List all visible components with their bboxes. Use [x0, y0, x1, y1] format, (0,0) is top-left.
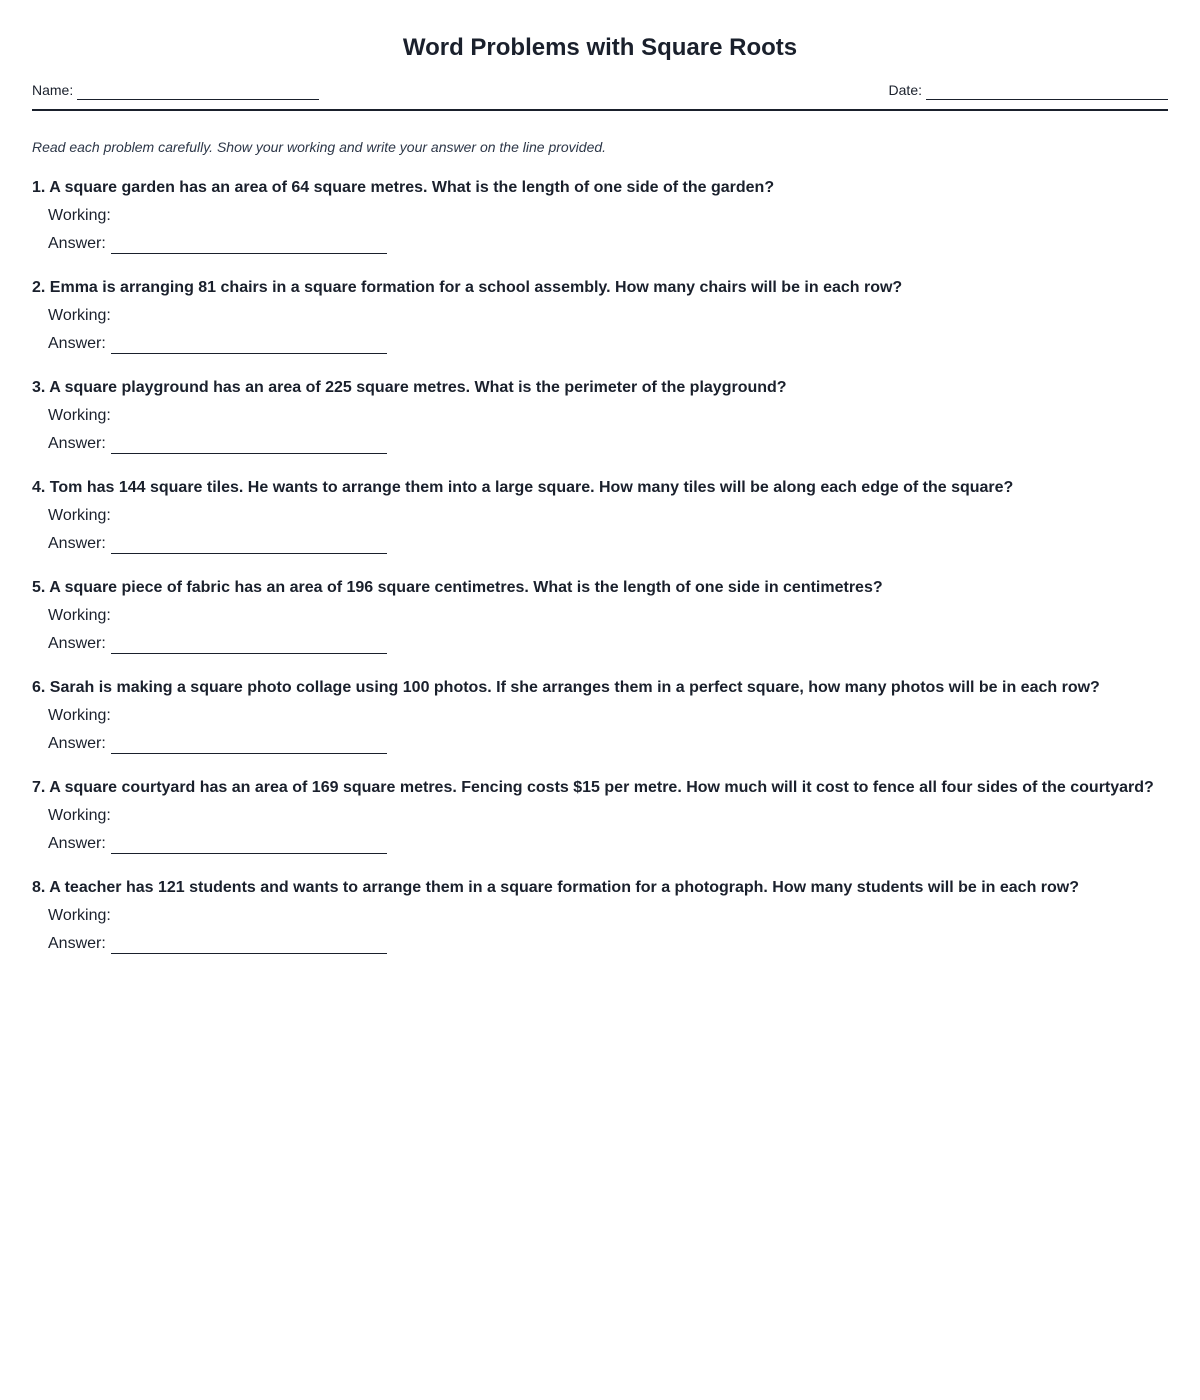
answer-blank-line[interactable]	[111, 835, 387, 854]
answer-field	[48, 634, 387, 654]
answer-field	[48, 434, 387, 454]
answer-field	[48, 234, 387, 254]
answer-label: Answer:	[48, 335, 106, 352]
working-label: Working:	[48, 207, 111, 224]
worksheet-title: Word Problems with Square Roots	[402, 34, 798, 61]
answer-label: Answer:	[48, 935, 106, 952]
answer-label: Answer:	[48, 235, 106, 252]
question-item	[32, 678, 1168, 778]
date-blank-line[interactable]	[926, 84, 1168, 100]
header-fields	[32, 80, 1168, 111]
question-text: 5. A square piece of fabric has an area of 196 square centimetres. What is the length of one side in centimetres?	[32, 579, 883, 596]
working-label: Working:	[48, 507, 111, 524]
question-item	[32, 578, 1168, 678]
worksheet-page	[32, 0, 1168, 978]
question-text: 3. A square playground has an area of 225 square metres. What is the perimeter of the playground?	[32, 379, 787, 396]
working-label: Working:	[48, 407, 111, 424]
question-list	[32, 178, 1168, 978]
name-label: Name:	[32, 82, 74, 98]
date-label: Date:	[888, 82, 922, 98]
answer-blank-line[interactable]	[111, 235, 387, 254]
question-item	[32, 178, 1168, 278]
question-item	[32, 278, 1168, 378]
question-text: 4. Tom has 144 square tiles. He wants to arrange them into a large square. How many tiles will be along each edge of the square?	[32, 479, 1014, 496]
date-field	[889, 80, 1168, 100]
name-blank-line[interactable]	[77, 84, 319, 100]
answer-label: Answer:	[48, 635, 106, 652]
working-label: Working:	[48, 707, 111, 724]
answer-label: Answer:	[48, 435, 106, 452]
answer-blank-line[interactable]	[111, 935, 387, 954]
answer-blank-line[interactable]	[111, 435, 387, 454]
question-text: 6. Sarah is making a square photo collage using 100 photos. If she arranges them in a perfect square, how many photos will be in each row?	[32, 679, 1100, 696]
question-item	[32, 378, 1168, 478]
answer-blank-line[interactable]	[111, 635, 387, 654]
question-text: 7. A square courtyard has an area of 169 square metres. Fencing costs $15 per metre. How much will it cost to fence all four sides of the courtyard?	[32, 779, 1154, 796]
answer-label: Answer:	[48, 735, 106, 752]
answer-label: Answer:	[48, 835, 106, 852]
question-item	[32, 778, 1168, 878]
answer-blank-line[interactable]	[111, 735, 387, 754]
answer-field	[48, 534, 387, 554]
working-label: Working:	[48, 307, 111, 324]
answer-field	[48, 934, 387, 954]
answer-field	[48, 734, 387, 754]
answer-blank-line[interactable]	[111, 535, 387, 554]
question-text: 1. A square garden has an area of 64 square metres. What is the length of one side of the garden?	[32, 179, 775, 196]
answer-label: Answer:	[48, 535, 106, 552]
working-label: Working:	[48, 807, 111, 824]
question-item	[32, 878, 1168, 978]
working-label: Working:	[48, 907, 111, 924]
name-field	[32, 80, 319, 100]
question-text: 8. A teacher has 121 students and wants to arrange them in a square formation for a photograph. How many students will be in each row?	[32, 879, 1080, 896]
answer-field	[48, 834, 387, 854]
instructions: Read each problem carefully. Show your working and write your answer on the line provided.	[32, 139, 607, 155]
answer-blank-line[interactable]	[111, 335, 387, 354]
working-label: Working:	[48, 607, 111, 624]
question-item	[32, 478, 1168, 578]
answer-field	[48, 334, 387, 354]
question-text: 2. Emma is arranging 81 chairs in a square formation for a school assembly. How many chairs will be in each row?	[32, 279, 903, 296]
